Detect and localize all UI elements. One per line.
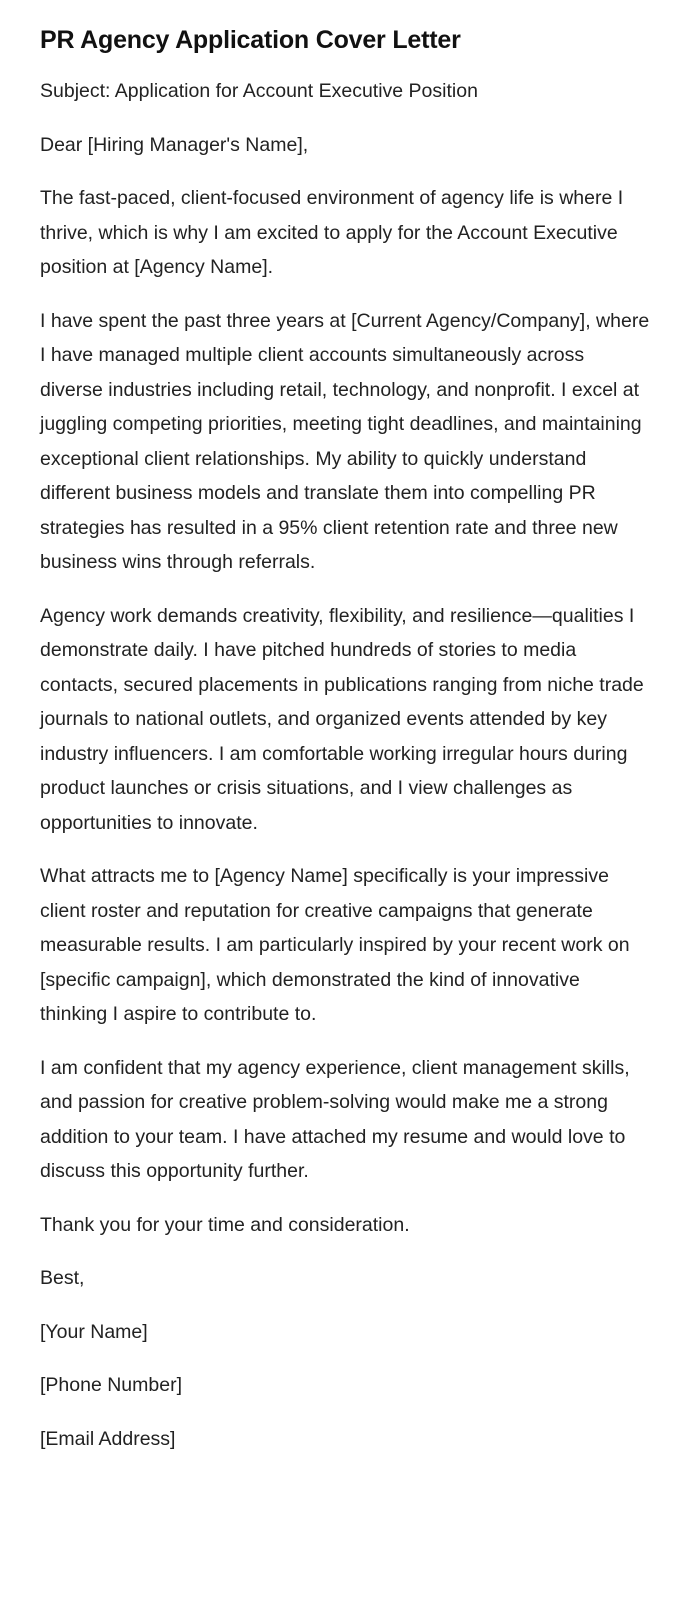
body-paragraph-5: I am confident that my agency experience, client management skills, and passion for creative problem-solving would make me a strong addition to your team. I have attached my resume and would love to discuss this opportunity further. xyxy=(40,1056,630,1182)
closing: Best, xyxy=(40,1267,85,1289)
signature-email: [Email Address] xyxy=(40,1427,176,1450)
body-paragraph-1: The fast-paced, client-focused environment of agency life is where I thrive, which is why I am excited to apply for the Account Executive position at [Agency Name]. xyxy=(40,187,624,278)
body-paragraph-3: Agency work demands creativity, flexibility, and resilience—qualities I demonstrate daily. I have pitched hundreds of stories to media contacts, secured placements in publications ranging from niche trade journals to national outlets, and organized events attended by key industry influencers. I am comfortable working irregular hours during product launches or crisis situations, and I view challenges as opportunities to innovate. xyxy=(40,604,644,834)
body-paragraph-2: I have spent the past three years at [Current Agency/Company], where I have managed multiple client accounts simultaneously across diverse industries including retail, technology, and nonprofit. I excel at juggling competing priorities, meeting tight deadlines, and maintaining exceptional client relationships. My ability to quickly understand different business models and translate them into compelling PR strategies has resulted in a 95% client retention rate and three new business wins through referrals. xyxy=(40,309,650,573)
salutation: Dear [Hiring Manager's Name], xyxy=(40,133,309,156)
subject-line: Subject: Application for Account Executive Position xyxy=(40,80,478,102)
signature-phone: [Phone Number] xyxy=(40,1374,182,1396)
page-title: PR Agency Application Cover Letter xyxy=(40,26,461,54)
thanks-line: Thank you for your time and consideration. xyxy=(40,1213,410,1236)
body-paragraph-4: What attracts me to [Agency Name] specifically is your impressive client roster and reputation for creative campaigns that generate measurable results. I am particularly inspired by your recent work on [specific campaign], which demonstrated the kind of innovative thinking I aspire to contribute to. xyxy=(40,865,630,1025)
signature-name: [Your Name] xyxy=(40,1320,148,1343)
